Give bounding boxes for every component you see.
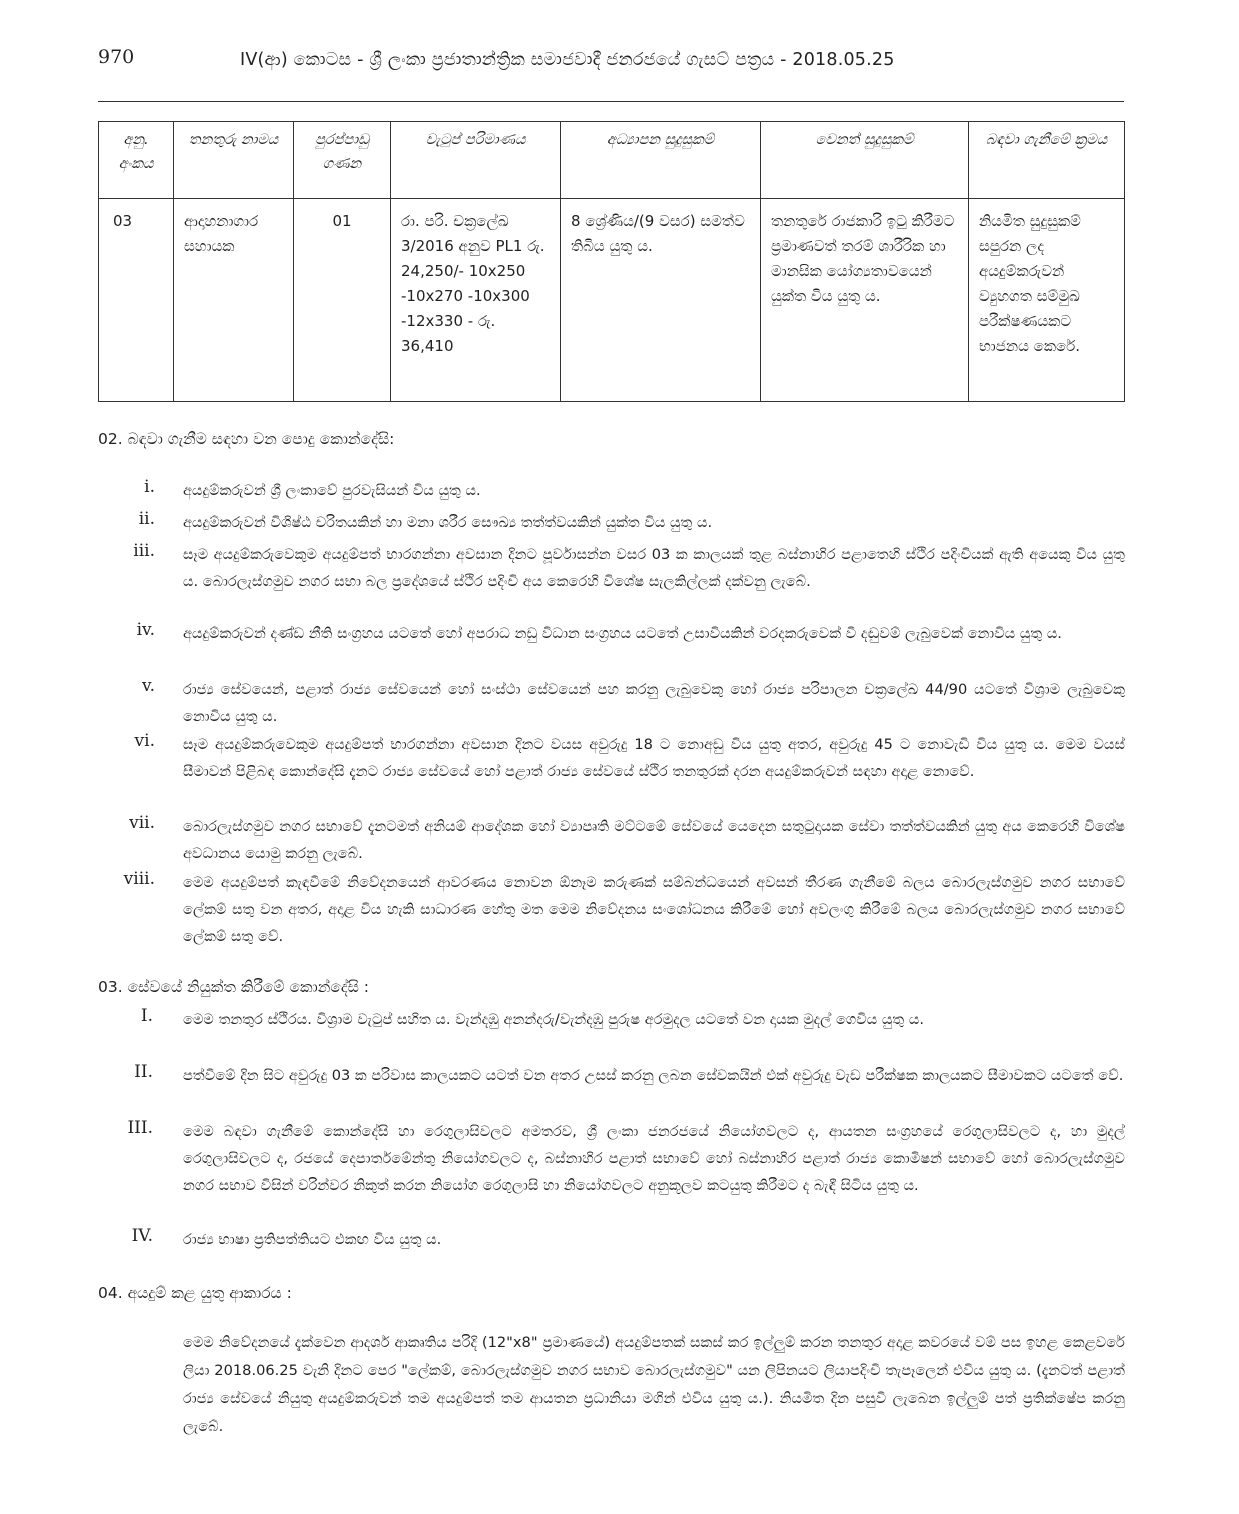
item-text: සෑම අයදුම්කරුවෙකුම අයදුම්පත් භාරගන්නා අවසාන දිනට පූර්වාසන්න වසර 03 ක කාලයක් තුළ බස්නාහිර පළාතෙහි ස්ථිර පදිංචියක් ඇති අයෙකු විය යුතු ය. බොරලැස්ගමුව නගර සභා බල ප්‍රදේශයේ ස්ථිර පදිංචි අය කෙරෙහි විශේෂ සැලකිල්ලක් දක්වනු ලැබේ. bbox=[183, 546, 1125, 590]
item-number: i. bbox=[144, 477, 155, 497]
page-number: 970 bbox=[98, 46, 135, 68]
column-header-salary-scale: වැටුප් පරිමාණය bbox=[391, 122, 561, 199]
item-number: iv. bbox=[136, 620, 155, 640]
item-text: මෙම තනතුර ස්ථිරය. විශ්‍රාම වැටුප් සහිත ය. වැන්දඹු අනන්දරු/වැන්දඹු පුරුෂ අරමුදල යටතේ වන දායක මුදල් ගෙවිය යුතු ය. bbox=[183, 1011, 925, 1028]
column-header-post-name: තනතුරු නාමය bbox=[174, 122, 294, 199]
gazette-header-title: IV(ආ) කොටස - ශ්‍රී ලංකා ප්‍රජාතාන්ත්‍රික සමාජවාදී ජනරජයේ ගැසට් පත්‍රය - 2018.05.25 bbox=[240, 50, 895, 70]
vacancy-table bbox=[98, 121, 1125, 402]
item-text: අයදුම්කරුවන් දණ්ඩ නීති සංග්‍රහය යටතේ හෝ අපරාධ නඩු විධාන සංග්‍රහය යටතේ උසාවියකින් වරදකරුවෙක් වී දඬුවම් ලැබුවෙක් නොවිය යුතු ය. bbox=[183, 625, 1062, 642]
section-4-heading: 04. අයදුම් කළ යුතු ආකාරය : bbox=[98, 1284, 292, 1302]
item-text: රාජ්‍ය සේවයෙන්, පළාත් රාජ්‍ය සේවයෙන් හෝ සංස්ථා සේවයෙන් පහ කරනු ලැබුවෙකු හෝ රාජ්‍ය පරිපාලන චක්‍රලේඛ 44/90 යටතේ විශ්‍රාම ලැබුවෙකු නොවිය යුතු ය. bbox=[183, 681, 1125, 725]
item-number: v. bbox=[142, 676, 155, 696]
cell-post-name: ආදාහනාගාර සහායක bbox=[174, 199, 294, 402]
item-text: රාජ්‍ය භාෂා ප්‍රතිපත්තියට එකඟ විය යුතු ය. bbox=[183, 1231, 442, 1248]
column-header-serial-no: අනු. අංකය bbox=[99, 122, 174, 199]
cell-recruitment-method: නියමිත සුදුසුකම් සපුරන ලද අයදුම්කරුවන් ව්‍යුහගත සම්මුඛ පරීක්ෂණයකට භාජනය කෙරේ. bbox=[969, 199, 1125, 402]
section-2-heading: 02. බඳවා ගැනීම සඳහා වන පොදු කොන්දේසි: bbox=[98, 430, 395, 448]
item-text: මෙම අයදුම්පත් කැඳවීමේ නිවේදනයෙන් ආවරණය නොවන ඕනෑම කරුණක් සම්බන්ධයෙන් අවසන් තීරණ ගැනීමේ බලය බොරලැස්ගමුව නගර සභාවේ ලේකම් සතු වන අතර, අදාළ විය හැකි සාධාරණ හේතු මත මෙම නිවේදනය සංශෝධනය කිරීමේ හෝ අවලංගු කිරීමේ බලය බොරලැස්ගමුව නගර සභාවේ ලේකම් සතු වේ. bbox=[183, 874, 1125, 945]
item-text: අයදුම්කරුවන් ශ්‍රී ලංකාවේ පුරවැසියන් විය යුතු ය. bbox=[183, 482, 481, 499]
header-divider bbox=[98, 101, 1124, 102]
item-number: III. bbox=[127, 1118, 153, 1138]
cell-vacancies: 01 bbox=[294, 199, 391, 402]
column-header-other-qualifications: වෙනත් සුදුසුකම් bbox=[761, 122, 969, 199]
item-number: vii. bbox=[129, 813, 155, 833]
item-number: ii. bbox=[138, 509, 155, 529]
section-3-heading: 03. සේවයේ නියුක්ත කිරීමේ කොන්දේසි : bbox=[98, 978, 370, 996]
application-instructions: මෙම නිවේදනයේ දැක්වෙන ආදර්ශ ආකෘතිය පරිදි (12"x8" ප්‍රමාණයේ) අයදුම්පතක් සකස් කර ඉල්ලුම් කරන තනතුර අදාළ කවරයේ වම් පස ඉහළ කෙළවරේ ලියා 2018.06.25 වැනි දිනට පෙර "ලේකම්, බොරලැස්ගමුව නගර සභාව බොරලැස්ගමුව" යන ලිපිනයට ලියාපදිංචි තැපෑලෙන් එවිය යුතු ය. (දැනටත් පළාත් රාජ්‍ය සේවයේ නියුතු අයදුම්කරුවන් තම අයදුම්පත් තම ආයතන ප්‍රධානියා මගින් එවිය යුතු ය.). නියමිත දින පසුවී ලැබෙන ඉල්ලුම් පත් ප්‍රතික්ෂේප කරනු ලැබේ. bbox=[183, 1334, 1125, 1435]
item-number: vi. bbox=[134, 731, 155, 751]
table-row bbox=[99, 199, 1125, 402]
item-text: සෑම අයදුම්කරුවෙකුම අයදුම්පත් භාරගන්නා අවසාන දිනට වයස අවුරුදු 18 ට නොඅඩු විය යුතු අතර, අවුරුදු 45 ට නොවැඩි විය යුතු ය. මෙම වයස් සීමාවන් පිළිබඳ කොන්දේසි දැනට රාජ්‍ය සේවයේ හෝ පළාත් රාජ්‍ය සේවයේ ස්ථිර තනතුරක් දරන අයදුම්කරුවන් සඳහා අදාළ නොවේ. bbox=[183, 736, 1125, 780]
item-number: IV. bbox=[131, 1226, 153, 1246]
cell-education: 8 ශ්‍රේණිය/(9 වසර) සමත්ව තිබිය යුතු ය. bbox=[561, 199, 761, 402]
column-header-recruitment-method: බඳවා ගැනීමේ ක්‍රමය bbox=[969, 122, 1125, 199]
cell-serial-no: 03 bbox=[99, 199, 174, 402]
item-number: iii. bbox=[133, 541, 155, 561]
item-text: බොරලැස්ගමුව නගර සභාවේ දැනටමත් අනියම් ආදේශක හෝ ව්‍යාපෘති මට්ටමේ සේවයේ යෙදෙන සතුටුදායක සේවා තත්ත්වයකින් යුතු අය කෙරෙහි විශේෂ අවධානය යොමු කරනු ලැබේ. bbox=[183, 818, 1125, 862]
item-number: viii. bbox=[123, 869, 155, 889]
table-header-row bbox=[99, 122, 1125, 199]
cell-salary-scale: රා. පරි. චක්‍රලේඛ 3/2016 අනුව PL1 රු. 24,250/- 10x250 -10x270 -10x300 -12x330 - රු. 36,410 bbox=[391, 199, 561, 402]
item-text: පත්වීමේ දින සිට අවුරුදු 03 ක පරිවාස කාලයකට යටත් වන අතර උසස් කරනු ලබන සේවකයින් එක් අවුරුදු වැඩ පරීක්ෂක කාලයකට සීමාවකට යටතේ වේ. bbox=[183, 1067, 1124, 1084]
item-text: මෙම බඳවා ගැනීමේ කොන්දේසි හා රෙගුලාසිවලට අමතරව, ශ්‍රී ලංකා ජනරජයේ නියෝගවලට ද, ආයතන සංග්‍රහයේ රෙගුලාසිවලට ද, හා මුදල් රෙගුලාසිවලට ද, රජයේ දෙපාර්තමේන්තු නියෝගවලට ද, බස්නාහිර පළාත් සභාවේ හෝ බස්නාහිර පළාත් රාජ්‍ය කොමිෂන් සභාවේ හෝ බොරලැස්ගමුව නගර සභාව විසින් වරින්වර නිකුත් කරන නියෝග රෙගුලාසි හා නියෝගවලට අනුකූලව කටයුතු කිරීමට ද බැඳී සිටිය යුතු ය. bbox=[183, 1123, 1125, 1194]
cell-other-qualifications: තනතුරේ රාජකාරි ඉටු කිරීමට ප්‍රමාණවත් තරම් ශාරීරික හා මානසික යෝග්‍යතාවයෙන් යුක්ත විය යුතු ය. bbox=[761, 199, 969, 402]
item-text: අයදුම්කරුවන් විශිෂ්ඨ චරිතයකින් හා මනා ශරීර සෞඛ්‍ය තත්ත්වයකින් යුක්ත විය යුතු ය. bbox=[183, 514, 713, 531]
column-header-education: අධ්‍යාපන සුදුසුකම් bbox=[561, 122, 761, 199]
item-number: II. bbox=[134, 1062, 153, 1082]
item-number: I. bbox=[140, 1006, 153, 1026]
column-header-vacancies: පුරප්පාඩු ගණන bbox=[294, 122, 391, 199]
